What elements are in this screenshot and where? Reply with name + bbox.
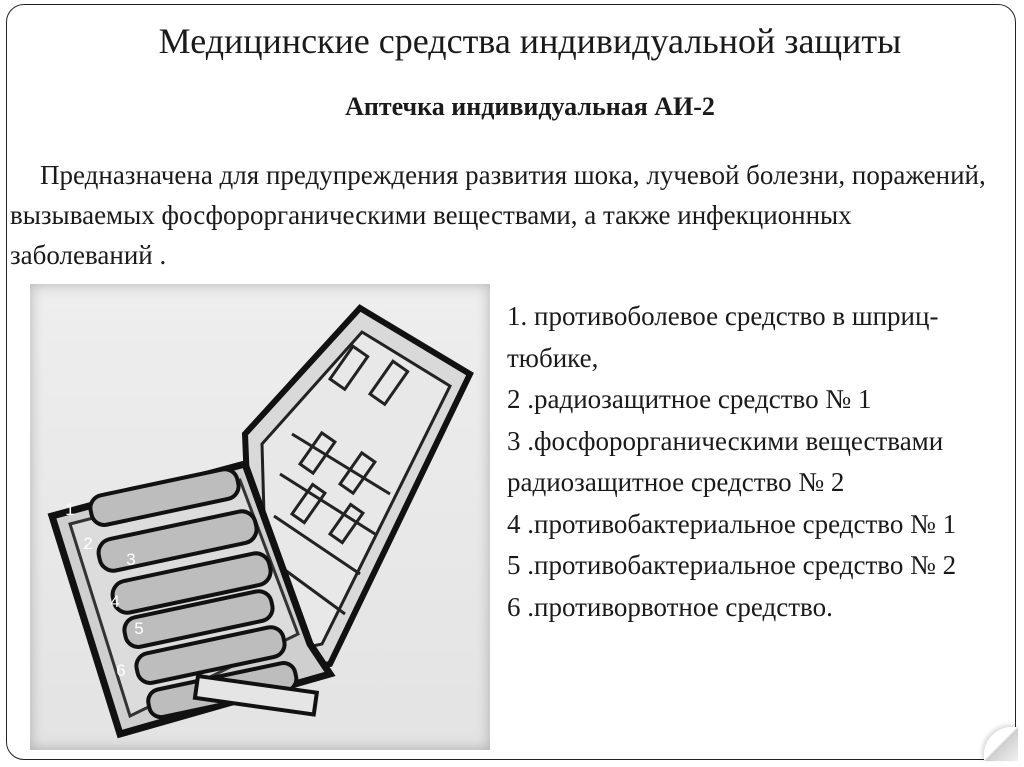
marker-1: 1 xyxy=(55,495,85,525)
list-item: 3 .фосфорорганическими веществами радиозащитное средство № 2 xyxy=(507,425,944,497)
list-item: 2 .радиозащитное средство № 1 xyxy=(507,384,872,414)
first-aid-kit-image xyxy=(30,284,490,750)
marker-6: 6 xyxy=(106,656,136,686)
slide-title: Медицинские средства индивидуальной защиты xyxy=(158,21,902,61)
list-item: 1. противоболевое средство в шприц-тюбике, xyxy=(507,301,939,373)
list-item: 5 .противобактериальное средство № 2 xyxy=(507,550,957,580)
marker-4: 4 xyxy=(100,587,130,617)
slide-subtitle: Аптечка индивидуальная АИ-2 xyxy=(345,92,715,121)
marker-5: 5 xyxy=(124,614,154,644)
marker-2: 2 xyxy=(73,529,103,559)
first-aid-kit-drawing xyxy=(30,284,490,750)
list-item: 6 .противорвотное средство. xyxy=(507,591,833,622)
kit-description: Предназначена для предупреждения развития шока, лучевой болезни, поражений, вызываемых фосфорорганическими веществами, а также инфекционных заболеваний . xyxy=(10,160,986,270)
kit-components-list xyxy=(507,296,987,628)
list-item: 4 .противобактериальное средство № 1 xyxy=(507,508,957,539)
marker-3: 3 xyxy=(116,545,146,575)
